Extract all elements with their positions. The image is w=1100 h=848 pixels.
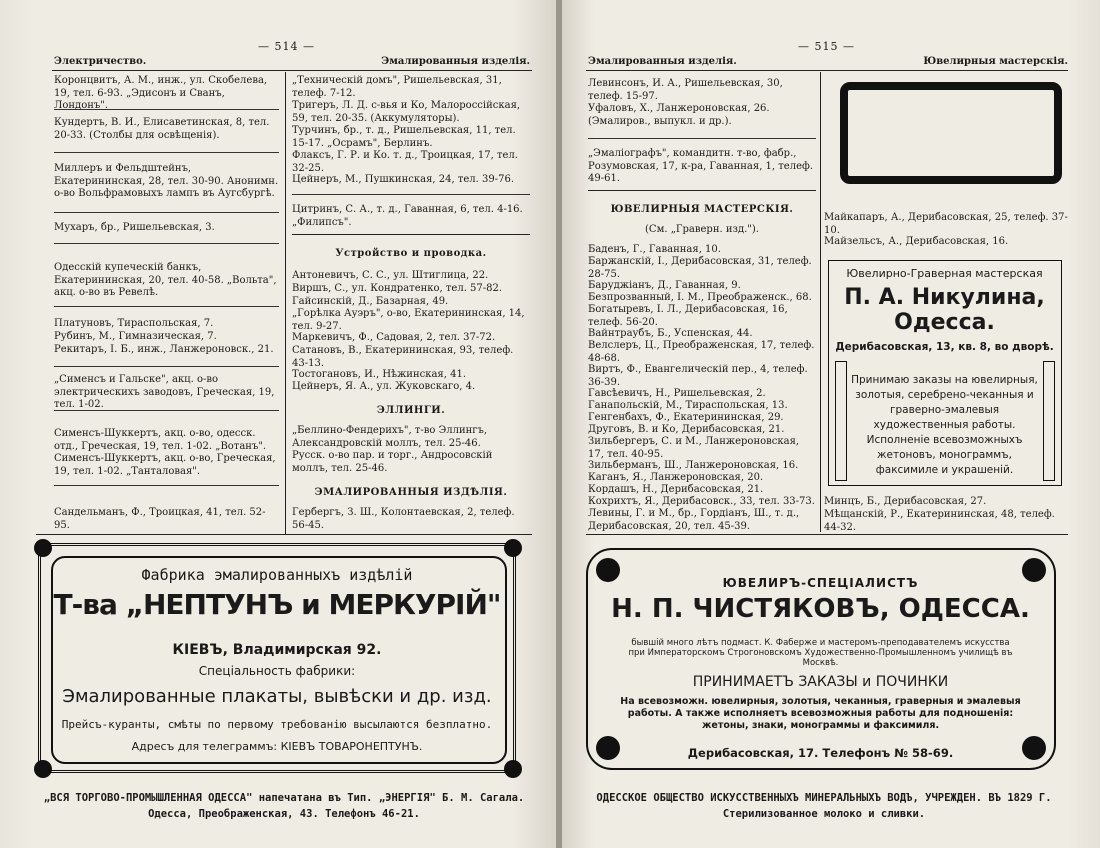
list-item: Коронцвитъ, А. М., инж., ул. Скобелева, 19, тел. 6-93. „Эдисонъ и Сванъ, Лондонъ".	[54, 75, 268, 111]
ad-nikulin-address: Дерибасовская, 13, кв. 8, во дворѣ.	[835, 341, 1054, 353]
section-title-jewel: ЮВЕЛИРНЫЯ МАСТЕРСКІЯ.	[610, 204, 794, 215]
list-item: Мѣщанскій, Р., Екатерининская, 48, телеф. 44-32.	[824, 509, 1055, 533]
list-item: Велслеръ, Ц., Преображенская, 17, телеф. 48-68.	[588, 340, 815, 364]
ad-nikulin-services: Принимаю заказы на ювелирныя, золотыя, серебрено-чеканныя и граверно-эмалевыя художественныя работы.	[851, 374, 1038, 431]
ad-neptune-prices: Прейсъ-куранты, смѣты по первому требованію высылаются безплатно.	[61, 718, 493, 731]
ad-neptune-address: КІЕВЪ, Владимирская 92.	[172, 642, 382, 658]
list-item: Кохрихтъ, Я., Дерибасовск., 33, тел. 33-73.	[588, 496, 815, 507]
list-item: Тостогановъ, И., Нѣжинская, 41.	[292, 369, 466, 380]
left-running-head-left: Электричество.	[54, 56, 147, 67]
divider	[54, 366, 279, 367]
content-end-rule	[36, 534, 532, 535]
corner-ornament-icon	[504, 760, 522, 778]
list-item: Гайсинскій, Д., Базарная, 49.	[292, 296, 449, 307]
corner-ornament-icon	[34, 539, 52, 557]
list-item: Гавсѣевичъ, Н., Ришельевская, 2.	[588, 388, 766, 399]
ad-chist-line1: ЮВЕЛИРЪ-СПЕЦІАЛИСТЪ	[722, 576, 919, 590]
section-rule	[292, 234, 530, 235]
section-title-ellings: ЭЛЛИНГИ.	[376, 405, 446, 416]
list-item: „Сименсъ и Гальске", акц. о-во электрическихъ заводовъ, Греческая, 19, тел. 1-02.	[54, 374, 275, 410]
section-title-install: Устройство и проводка.	[335, 248, 487, 259]
ornamental-pillar	[1043, 361, 1055, 481]
right-running-head-right: Ювелирныя мастерскія.	[923, 56, 1068, 67]
right-page-number: — 515 —	[798, 40, 855, 53]
list-item: Цейнеръ, М., Пушкинская, 24, тел. 39-76.	[292, 174, 514, 185]
left-running-head-right: Эмалированныя изделія.	[381, 56, 530, 67]
flower-ornament-icon	[596, 558, 620, 582]
list-item: Генгенбахъ, Ф., Екатерининская, 29.	[588, 412, 784, 423]
list-item: Рекитаръ, І. Б., инж., Ланжероновск., 21.	[54, 344, 274, 355]
list-item: Тригеръ, Л. Д. с-вья и Ко, Малороссійская, 59, тел. 20-35. (Аккумуляторы).	[292, 100, 521, 124]
list-item: Одесскій купеческій банкъ, Екатерининская, 20, тел. 40-58. „Вольта", акц. о-во въ Ревелѣ.	[54, 262, 277, 298]
list-item: Виртъ, Ф., Евангелическій пер., 4, телеф. 36-39.	[588, 364, 808, 388]
left-header-rule	[52, 70, 532, 71]
ad-neptune-products: Эмалированные плакаты, вывѣски и др. изд.	[62, 686, 492, 707]
list-item: Кундертъ, В. И., Елисаветинская, 8, тел. 20-33. (Столбы для освѣщенія).	[54, 117, 270, 141]
list-item: Кордашъ, Н., Дерибасовская, 21.	[588, 484, 764, 495]
list-item: Миллеръ и Фельдштейнъ, Екатерининская, 28, тел. 30-90. Анонимн. о-во Вольфрамовыхъ лампъ въ Аугсбургѣ.	[54, 163, 279, 199]
list-item: Турчинъ, бр., т. д., Ришельевская, 11, тел. 15-17. „Осрамъ", Берлинъ.	[292, 125, 516, 149]
corner-ornament-icon	[34, 760, 52, 778]
list-item: Сатановъ, В., Екатерининская, 93, телеф. 43-13.	[292, 345, 514, 369]
list-item: Гербергъ, З. Ш., Колонтаевская, 2, телеф. 56-45.	[292, 507, 515, 531]
ad-neptune-telegram: Адресъ для телеграммъ: КІЕВЪ ТОВАРОНЕПТУНЪ.	[131, 740, 423, 753]
list-item: Уфаловъ, Х., Ланжероновская, 26. (Эмалиров., выпукл. и др.).	[588, 103, 770, 127]
ad-neptune-name: Т-ва „НЕПТУНЪ и МЕРКУРІЙ"	[53, 588, 501, 621]
divider	[54, 212, 279, 213]
right-footer-line2: Стерилизованное молоко и сливки.	[722, 808, 926, 820]
list-item: Сименсъ-Шуккертъ, акц. о-во, одесск. отд., Греческая, 19, тел. 1-02. „Вотанъ".	[54, 428, 267, 452]
list-item: Зильберманъ, Ш., Ланжероновская, 16.	[588, 460, 799, 471]
list-item: Цитринъ, С. А., т. д., Гаванная, 6, тел. 4-16. „Филипсъ".	[292, 204, 523, 228]
divider	[54, 485, 279, 486]
list-item: Минцъ, Б., Дерибасовская, 27.	[824, 496, 987, 507]
flower-ornament-icon	[1022, 736, 1046, 760]
ad-chist-orders: ПРИНИМАЕТЪ ЗАКАЗЫ и ПОЧИНКИ	[692, 674, 949, 690]
list-item: Рубинъ, М., Гимназическая, 7.	[54, 331, 217, 342]
list-item: Вайнтраубъ, Б., Успенская, 44.	[588, 328, 753, 339]
divider	[54, 410, 279, 411]
list-item: Левинсонъ, И. А., Ришельевская, 30, телеф. 15-97.	[588, 78, 783, 102]
divider	[54, 243, 279, 244]
list-item: Каганъ, Я., Ланжероновская, 20.	[588, 472, 764, 483]
right-column-rule	[820, 72, 821, 532]
ad-chist-address: Дерибасовская, 17. Телефонъ № 58-69.	[687, 746, 954, 760]
list-item: „Беллино-Фендерихъ", т-во Эллингъ, Александровскій моллъ, тел. 25-46.	[292, 425, 488, 449]
section-rule	[588, 190, 816, 191]
list-item: Мухаръ, бр., Ришельевская, 3.	[54, 222, 215, 233]
list-item: Майзельсъ, А., Дерибасовская, 16.	[824, 236, 1009, 247]
left-page-number: — 514 —	[258, 40, 315, 53]
list-item: Цейнеръ, Я. А., ул. Жуковскаго, 4.	[292, 381, 476, 392]
list-item: Антоневичъ, С. С., ул. Штиглица, 22.	[292, 270, 489, 281]
list-item: Сандельманъ, Ф., Троицкая, 41, тел. 52-95.	[54, 507, 266, 531]
list-item: Маркевичъ, Ф., Садовая, 2, тел. 37-72.	[292, 332, 496, 343]
right-page	[562, 0, 1100, 848]
list-item: Флаксъ, Г. Р. и Ко. т. д., Троицкая, 17, тел. 32-25.	[292, 150, 518, 174]
ad-neptune-line1: Фабрика эмалированныхъ издѣлій	[141, 566, 413, 584]
flower-ornament-icon	[596, 736, 620, 760]
advertisement-pathe	[840, 82, 1062, 184]
list-item: Русск. о-во пар. и торг., Андросовскій моллъ, тел. 25-46.	[292, 450, 493, 474]
list-item: „Техническій домъ", Ришельевская, 31, телеф. 7-12.	[292, 75, 502, 99]
list-item: Друговъ, В. и Ко, Дерибасовская, 21.	[588, 424, 785, 435]
divider	[54, 109, 279, 110]
list-item: Сименсъ-Шуккертъ, акц. о-во, Греческая, 19, тел. 1-02. „Танталовая".	[54, 453, 276, 477]
content-end-rule	[586, 534, 1068, 535]
ad-chist-name: Н. П. ЧИСТЯКОВЪ, ОДЕССА.	[611, 594, 1030, 624]
divider	[54, 152, 279, 153]
list-item: „Горѣлка Ауэръ", о-во, Екатерининская, 14, тел. 9-27.	[292, 308, 525, 332]
flower-ornament-icon	[1022, 558, 1046, 582]
advertisement-neptune	[38, 543, 516, 773]
list-item: Безпрозванный, І. М., Преображенск., 68.	[588, 292, 812, 303]
corner-ornament-icon	[504, 539, 522, 557]
divider	[292, 194, 530, 195]
list-item: Виршъ, С., ул. Кондратенко, тел. 57-82.	[292, 283, 503, 294]
list-item: Майкапаръ, А., Дерибасовская, 25, телеф. 37-10.	[824, 212, 1068, 236]
ad-chist-bio: бывшій много лѣтъ подмаст. К. Фаберже и мастеромъ-преподавателемъ искусства при Императорскомъ Строгоновскомъ Художественно-Промышленномъ училищѣ въ Москвѣ.	[628, 638, 1013, 668]
list-item: Баденъ, Г., Гаванная, 10.	[588, 244, 721, 255]
list-item: Богатыревъ, І. Л., Дерибасовская, 16, телеф. 56-20.	[588, 304, 788, 328]
right-running-head-left: Эмалированныя изделія.	[588, 56, 737, 67]
list-item: Баржанскій, І., Дерибасовская, 31, телеф. 28-75.	[588, 256, 812, 280]
left-footer-line1: „ВСЯ ТОРГОВО-ПРОМЫШЛЕННАЯ ОДЕССА" напечатана въ Тип. „ЭНЕРГІЯ" Б. М. Сагала.	[43, 792, 525, 804]
list-item: Платуновъ, Тираспольская, 7.	[54, 318, 214, 329]
list-item: Баруджіанъ, Д., Гаванная, 9.	[588, 280, 741, 291]
advertisement-nikulin	[828, 260, 1062, 486]
section-title-enamel: ЭМАЛИРОВАННЫЯ ИЗДѢЛІЯ.	[314, 487, 508, 498]
left-column-rule	[285, 72, 286, 534]
left-footer-line2: Одесса, Преображенская, 43. Телефонъ 46-21.	[148, 808, 420, 820]
right-footer-line1: ОДЕССКОЕ ОБЩЕСТВО ИСКУССТВЕННЫХЪ МИНЕРАЛЬНЫХЪ ВОДЪ, УЧРЕЖДЕН. ВЪ 1829 Г.	[596, 792, 1052, 804]
ad-neptune-spec: Спеціальность фабрики:	[198, 664, 356, 678]
ad-nikulin-line1: Ювелирно-Граверная мастерская	[846, 267, 1043, 280]
ad-chist-services: На всевозможн. ювелирныя, золотыя, чеканныя, граверныя и эмалевыя работы. А также исполняетъ всевозможныя работы для подношенія: жетоны, знаки, монограммы и факсимиля.	[620, 696, 1021, 731]
list-item: Зильбергеръ, С. и М., Ланжероновская, 17, тел. 40-95.	[588, 436, 800, 460]
list-item: „Эмаліографъ", командитн. т-во, фабр., Розумовская, 17, к-ра, Гаванная, 1, телеф. 49-61.	[588, 148, 814, 184]
ornamental-pillar	[835, 361, 847, 481]
list-item: Ганапольскій, М., Тираспольская, 13.	[588, 400, 788, 411]
divider	[588, 138, 816, 139]
list-item: Левины, Г. и М., бр., Гордіанъ, Ш., т. д., Дерибасовская, 20, тел. 45-39.	[588, 508, 800, 532]
ad-nikulin-extra: Исполненіе всевозможныхъ жетоновъ, монограммъ, факсимиле и украшеній.	[866, 434, 1023, 476]
ad-nikulin-name: П. А. Никулина, Одесса.	[844, 285, 1045, 335]
section-subtitle-jewel: (См. „Граверн. изд.").	[645, 224, 759, 235]
right-header-rule	[586, 70, 1068, 71]
advertisement-chistyakov	[586, 548, 1056, 770]
divider	[54, 306, 279, 307]
